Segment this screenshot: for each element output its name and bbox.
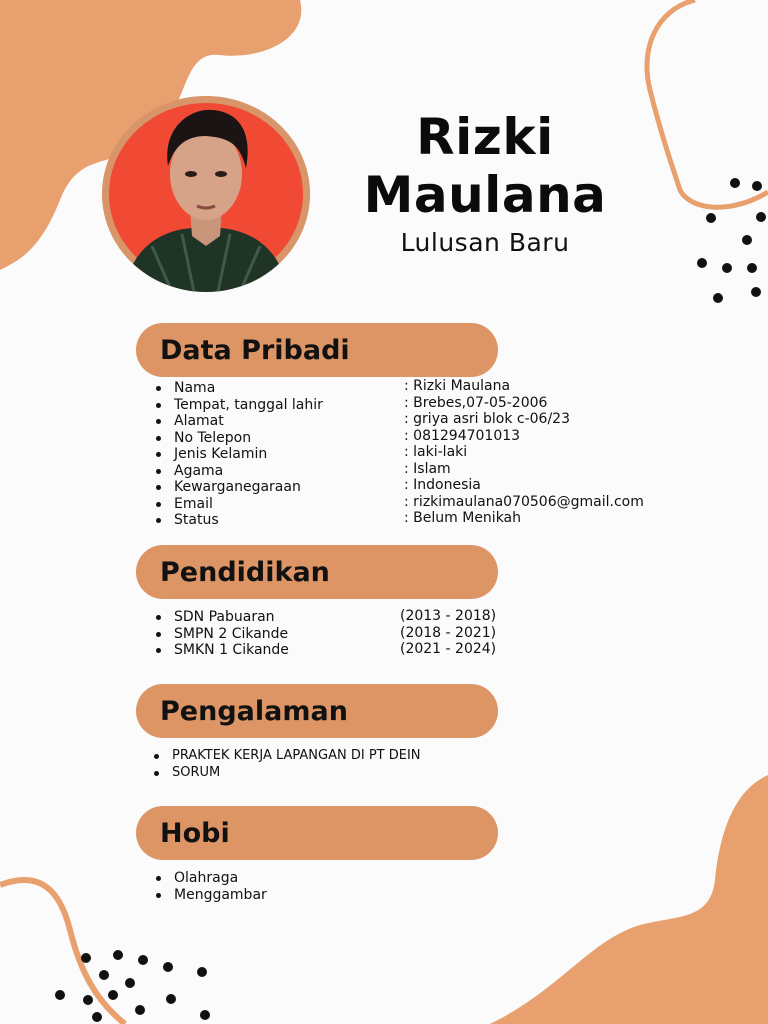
value-name: : Rizki Maulana xyxy=(404,378,511,394)
list-item: Tempat, tanggal lahir xyxy=(156,397,323,414)
value-nationality: : Indonesia xyxy=(404,477,481,493)
list-item: Menggambar xyxy=(156,887,267,904)
value-address: : griya asri blok c-06/23 xyxy=(404,411,570,427)
list-item: Kewarganegaraan xyxy=(156,479,323,496)
last-name: Maulana xyxy=(363,166,607,224)
experience-list xyxy=(154,748,421,781)
years-item: (2018 - 2021) xyxy=(400,624,497,641)
value-status: : Belum Menikah xyxy=(404,510,522,526)
list-item: Olahraga xyxy=(156,870,267,887)
section-personal-heading: Data Pribadi xyxy=(136,323,498,377)
list-item: SDN Pabuaran xyxy=(156,609,289,626)
profile-photo xyxy=(102,96,310,292)
education-list xyxy=(156,609,289,659)
list-item: SMKN 1 Cikande xyxy=(156,642,289,659)
value-gender: : laki-laki xyxy=(404,444,468,460)
personal-values-list xyxy=(404,378,644,527)
list-item: No Telepon xyxy=(156,430,323,447)
years-item: (2013 - 2018) xyxy=(400,608,497,624)
top-right-curve xyxy=(647,0,768,207)
value-phone: : 081294701013 xyxy=(404,427,521,444)
list-item: Nama xyxy=(156,380,323,397)
list-item: Alamat xyxy=(156,413,323,430)
years-item: (2021 - 2024) xyxy=(400,641,497,657)
education-years xyxy=(400,608,496,658)
section-experience-heading: Pengalaman xyxy=(136,684,498,738)
list-item: Agama xyxy=(156,463,323,480)
list-item: SMPN 2 Cikande xyxy=(156,626,289,643)
job-title: Lulusan Baru xyxy=(400,228,570,257)
list-item: Jenis Kelamin xyxy=(156,446,323,463)
hobbies-list xyxy=(156,870,267,903)
first-name: Rizki xyxy=(416,108,554,166)
value-birth: : Brebes,07-05-2006 xyxy=(404,394,548,411)
personal-labels-list xyxy=(156,380,323,529)
value-email: : rizkimaulana070506@gmail.com xyxy=(404,493,644,510)
value-religion: : Islam xyxy=(404,460,451,477)
bottom-left-curve xyxy=(0,880,125,1024)
section-hobbies-heading: Hobi xyxy=(136,806,498,860)
bottom-right-blob xyxy=(490,775,768,1024)
section-education-heading: Pendidikan xyxy=(136,545,498,599)
list-item: Status xyxy=(156,512,323,529)
list-item: Email xyxy=(156,496,323,513)
full-name xyxy=(340,108,630,224)
list-item: SORUM xyxy=(154,765,421,782)
list-item: PRAKTEK KERJA LAPANGAN DI PT DEIN xyxy=(154,748,421,765)
